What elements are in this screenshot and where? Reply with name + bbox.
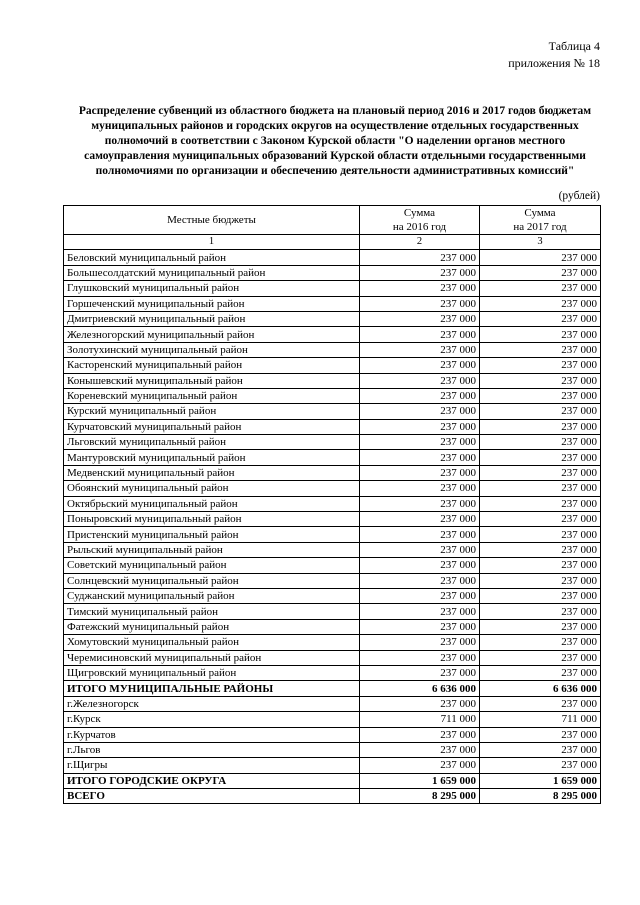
amount-2016-cell: 237 000 — [360, 512, 480, 527]
amount-2017-cell: 237 000 — [480, 696, 601, 711]
amount-2016-cell: 237 000 — [360, 296, 480, 311]
amount-2016-cell: 237 000 — [360, 696, 480, 711]
amount-2017-cell: 237 000 — [480, 619, 601, 634]
amount-2016-cell: 237 000 — [360, 496, 480, 511]
total-row — [64, 789, 601, 804]
budget-name-cell: Курчатовский муниципальный район — [64, 419, 360, 434]
amount-2016-cell: 237 000 — [360, 404, 480, 419]
table-row — [64, 419, 601, 434]
col-number-1: 1 — [64, 235, 360, 250]
col-number-3: 3 — [480, 235, 601, 250]
table-row — [64, 481, 601, 496]
table-row — [64, 742, 601, 757]
table-row — [64, 696, 601, 711]
table-row — [64, 619, 601, 634]
amount-2016-cell: 6 636 000 — [360, 681, 480, 696]
amount-2016-cell: 237 000 — [360, 327, 480, 342]
amount-2017-cell: 237 000 — [480, 588, 601, 603]
amount-2017-cell: 237 000 — [480, 435, 601, 450]
amount-2017-cell: 237 000 — [480, 265, 601, 280]
amount-2017-cell: 237 000 — [480, 450, 601, 465]
amount-2017-cell: 237 000 — [480, 419, 601, 434]
column-number-row — [64, 235, 601, 250]
budget-name-cell: Тимский муниципальный район — [64, 604, 360, 619]
total-row — [64, 773, 601, 788]
budget-name-cell: Курский муниципальный район — [64, 404, 360, 419]
amount-2016-cell: 237 000 — [360, 665, 480, 680]
col-header-2016-text: Сумма на 2016 год — [392, 207, 447, 233]
amount-2016-cell: 237 000 — [360, 619, 480, 634]
amount-2016-cell: 237 000 — [360, 650, 480, 665]
budget-name-cell: Льговский муниципальный район — [64, 435, 360, 450]
table-row — [64, 542, 601, 557]
budget-name-cell: Обоянский муниципальный район — [64, 481, 360, 496]
amount-2017-cell: 237 000 — [480, 327, 601, 342]
table-row — [64, 558, 601, 573]
col-header-2017 — [480, 206, 601, 235]
budget-name-cell: Октябрьский муниципальный район — [64, 496, 360, 511]
amount-2017-cell: 237 000 — [480, 311, 601, 326]
amount-2017-cell: 237 000 — [480, 542, 601, 557]
table-row — [64, 358, 601, 373]
amount-2017-cell: 237 000 — [480, 742, 601, 757]
table-row — [64, 465, 601, 480]
amount-2016-cell: 237 000 — [360, 481, 480, 496]
amount-2017-cell: 237 000 — [480, 342, 601, 357]
budget-name-cell: г.Курчатов — [64, 727, 360, 742]
budget-name-cell: Мантуровский муниципальный район — [64, 450, 360, 465]
amount-2016-cell: 237 000 — [360, 435, 480, 450]
table-row — [64, 512, 601, 527]
budget-name-cell: ИТОГО МУНИЦИПАЛЬНЫЕ РАЙОНЫ — [64, 681, 360, 696]
table-row — [64, 281, 601, 296]
budget-name-cell: Золотухинский муниципальный район — [64, 342, 360, 357]
budget-name-cell: Касторенский муниципальный район — [64, 358, 360, 373]
amount-2016-cell: 237 000 — [360, 465, 480, 480]
col-number-2: 2 — [360, 235, 480, 250]
budget-name-cell: Глушковский муниципальный район — [64, 281, 360, 296]
total-row — [64, 681, 601, 696]
amount-2016-cell: 237 000 — [360, 265, 480, 280]
amount-2016-cell: 237 000 — [360, 542, 480, 557]
document-title: Распределение субвенций из областного бюджета на плановый период 2016 и 2017 годов бюджетам муниципальных районов и городских округов на осуществление отдельных государственных полномочий в соответствии с Законом Курской области "О наделении органов местного самоуправления муниципальных образований Курской области отдельными государственными полномочиями по организации и обеспечению деятельности административных комиссий" — [78, 105, 592, 177]
amount-2017-cell: 237 000 — [480, 250, 601, 265]
amount-2017-cell: 237 000 — [480, 481, 601, 496]
table-row — [64, 496, 601, 511]
budget-name-cell: г.Льгов — [64, 742, 360, 757]
amount-2017-cell: 237 000 — [480, 358, 601, 373]
amount-2017-cell: 237 000 — [480, 758, 601, 773]
budget-name-cell: Хомутовский муниципальный район — [64, 635, 360, 650]
budget-name-cell: Горшеченский муниципальный район — [64, 296, 360, 311]
table-row — [64, 342, 601, 357]
amount-2017-cell: 711 000 — [480, 712, 601, 727]
amount-2017-cell: 237 000 — [480, 512, 601, 527]
table-reference — [508, 38, 600, 72]
budget-table — [63, 205, 601, 804]
amount-2017-cell: 237 000 — [480, 635, 601, 650]
amount-2017-cell: 237 000 — [480, 527, 601, 542]
budget-name-cell: Суджанский муниципальный район — [64, 588, 360, 603]
amount-2016-cell: 237 000 — [360, 281, 480, 296]
table-row — [64, 604, 601, 619]
budget-name-cell: ИТОГО ГОРОДСКИЕ ОКРУГА — [64, 773, 360, 788]
amount-2016-cell: 237 000 — [360, 342, 480, 357]
budget-name-cell: Дмитриевский муниципальный район — [64, 311, 360, 326]
amount-2016-cell: 237 000 — [360, 250, 480, 265]
amount-2017-cell: 237 000 — [480, 465, 601, 480]
amount-2016-cell: 237 000 — [360, 527, 480, 542]
amount-2017-cell: 237 000 — [480, 404, 601, 419]
table-row — [64, 265, 601, 280]
amount-2016-cell: 8 295 000 — [360, 789, 480, 804]
amount-2016-cell: 237 000 — [360, 419, 480, 434]
col-header-2017-text: Сумма на 2017 год — [513, 207, 567, 233]
budget-name-cell: г.Щигры — [64, 758, 360, 773]
amount-2016-cell: 1 659 000 — [360, 773, 480, 788]
budget-name-cell: Беловский муниципальный район — [64, 250, 360, 265]
table-row — [64, 712, 601, 727]
budget-name-cell: Советский муниципальный район — [64, 558, 360, 573]
budget-name-cell: Медвенский муниципальный район — [64, 465, 360, 480]
table-row — [64, 373, 601, 388]
table-row — [64, 404, 601, 419]
table-row — [64, 588, 601, 603]
amount-2017-cell: 237 000 — [480, 665, 601, 680]
amount-2016-cell: 237 000 — [360, 373, 480, 388]
amount-2017-cell: 237 000 — [480, 727, 601, 742]
amount-2017-cell: 237 000 — [480, 604, 601, 619]
table-row — [64, 327, 601, 342]
amount-2016-cell: 237 000 — [360, 742, 480, 757]
budget-name-cell: Щигровский муниципальный район — [64, 665, 360, 680]
table-row — [64, 450, 601, 465]
budget-name-cell: г.Железногорск — [64, 696, 360, 711]
budget-name-cell: Кореневский муниципальный район — [64, 388, 360, 403]
budget-name-cell: Конышевский муниципальный район — [64, 373, 360, 388]
budget-name-cell: Большесолдатский муниципальный район — [64, 265, 360, 280]
budget-name-cell: Черемисиновский муниципальный район — [64, 650, 360, 665]
appendix-number: приложения № 18 — [508, 56, 600, 70]
amount-2016-cell: 237 000 — [360, 604, 480, 619]
table-row — [64, 388, 601, 403]
budget-name-cell: ВСЕГО — [64, 789, 360, 804]
table-row — [64, 727, 601, 742]
header-row — [64, 206, 601, 235]
amount-2017-cell: 237 000 — [480, 388, 601, 403]
budget-name-cell: г.Курск — [64, 712, 360, 727]
col-header-2016 — [360, 206, 480, 235]
amount-2017-cell: 237 000 — [480, 573, 601, 588]
table-row — [64, 665, 601, 680]
amount-2016-cell: 237 000 — [360, 635, 480, 650]
amount-2016-cell: 237 000 — [360, 311, 480, 326]
col-header-budgets: Местные бюджеты — [64, 206, 360, 235]
amount-2016-cell: 237 000 — [360, 573, 480, 588]
table-row — [64, 527, 601, 542]
amount-2016-cell: 237 000 — [360, 588, 480, 603]
table-row — [64, 573, 601, 588]
table-row — [64, 650, 601, 665]
amount-2017-cell: 237 000 — [480, 281, 601, 296]
amount-2016-cell: 237 000 — [360, 358, 480, 373]
amount-2017-cell: 237 000 — [480, 650, 601, 665]
amount-2017-cell: 237 000 — [480, 558, 601, 573]
table-row — [64, 311, 601, 326]
amount-2016-cell: 237 000 — [360, 388, 480, 403]
amount-2017-cell: 237 000 — [480, 373, 601, 388]
amount-2016-cell: 237 000 — [360, 450, 480, 465]
budget-name-cell: Пристенский муниципальный район — [64, 527, 360, 542]
budget-name-cell: Поныровский муниципальный район — [64, 512, 360, 527]
amount-2016-cell: 237 000 — [360, 558, 480, 573]
amount-2017-cell: 8 295 000 — [480, 789, 601, 804]
budget-name-cell: Рыльский муниципальный район — [64, 542, 360, 557]
amount-2016-cell: 711 000 — [360, 712, 480, 727]
budget-name-cell: Железногорский муниципальный район — [64, 327, 360, 342]
units-label: (рублей) — [558, 190, 600, 202]
table-row — [64, 758, 601, 773]
amount-2017-cell: 1 659 000 — [480, 773, 601, 788]
table-row — [64, 635, 601, 650]
budget-name-cell: Фатежский муниципальный район — [64, 619, 360, 634]
amount-2017-cell: 237 000 — [480, 296, 601, 311]
budget-name-cell: Солнцевский муниципальный район — [64, 573, 360, 588]
amount-2017-cell: 6 636 000 — [480, 681, 601, 696]
amount-2016-cell: 237 000 — [360, 758, 480, 773]
table-row — [64, 296, 601, 311]
amount-2016-cell: 237 000 — [360, 727, 480, 742]
table-number: Таблица 4 — [548, 39, 600, 53]
table-row — [64, 435, 601, 450]
table-row — [64, 250, 601, 265]
amount-2017-cell: 237 000 — [480, 496, 601, 511]
